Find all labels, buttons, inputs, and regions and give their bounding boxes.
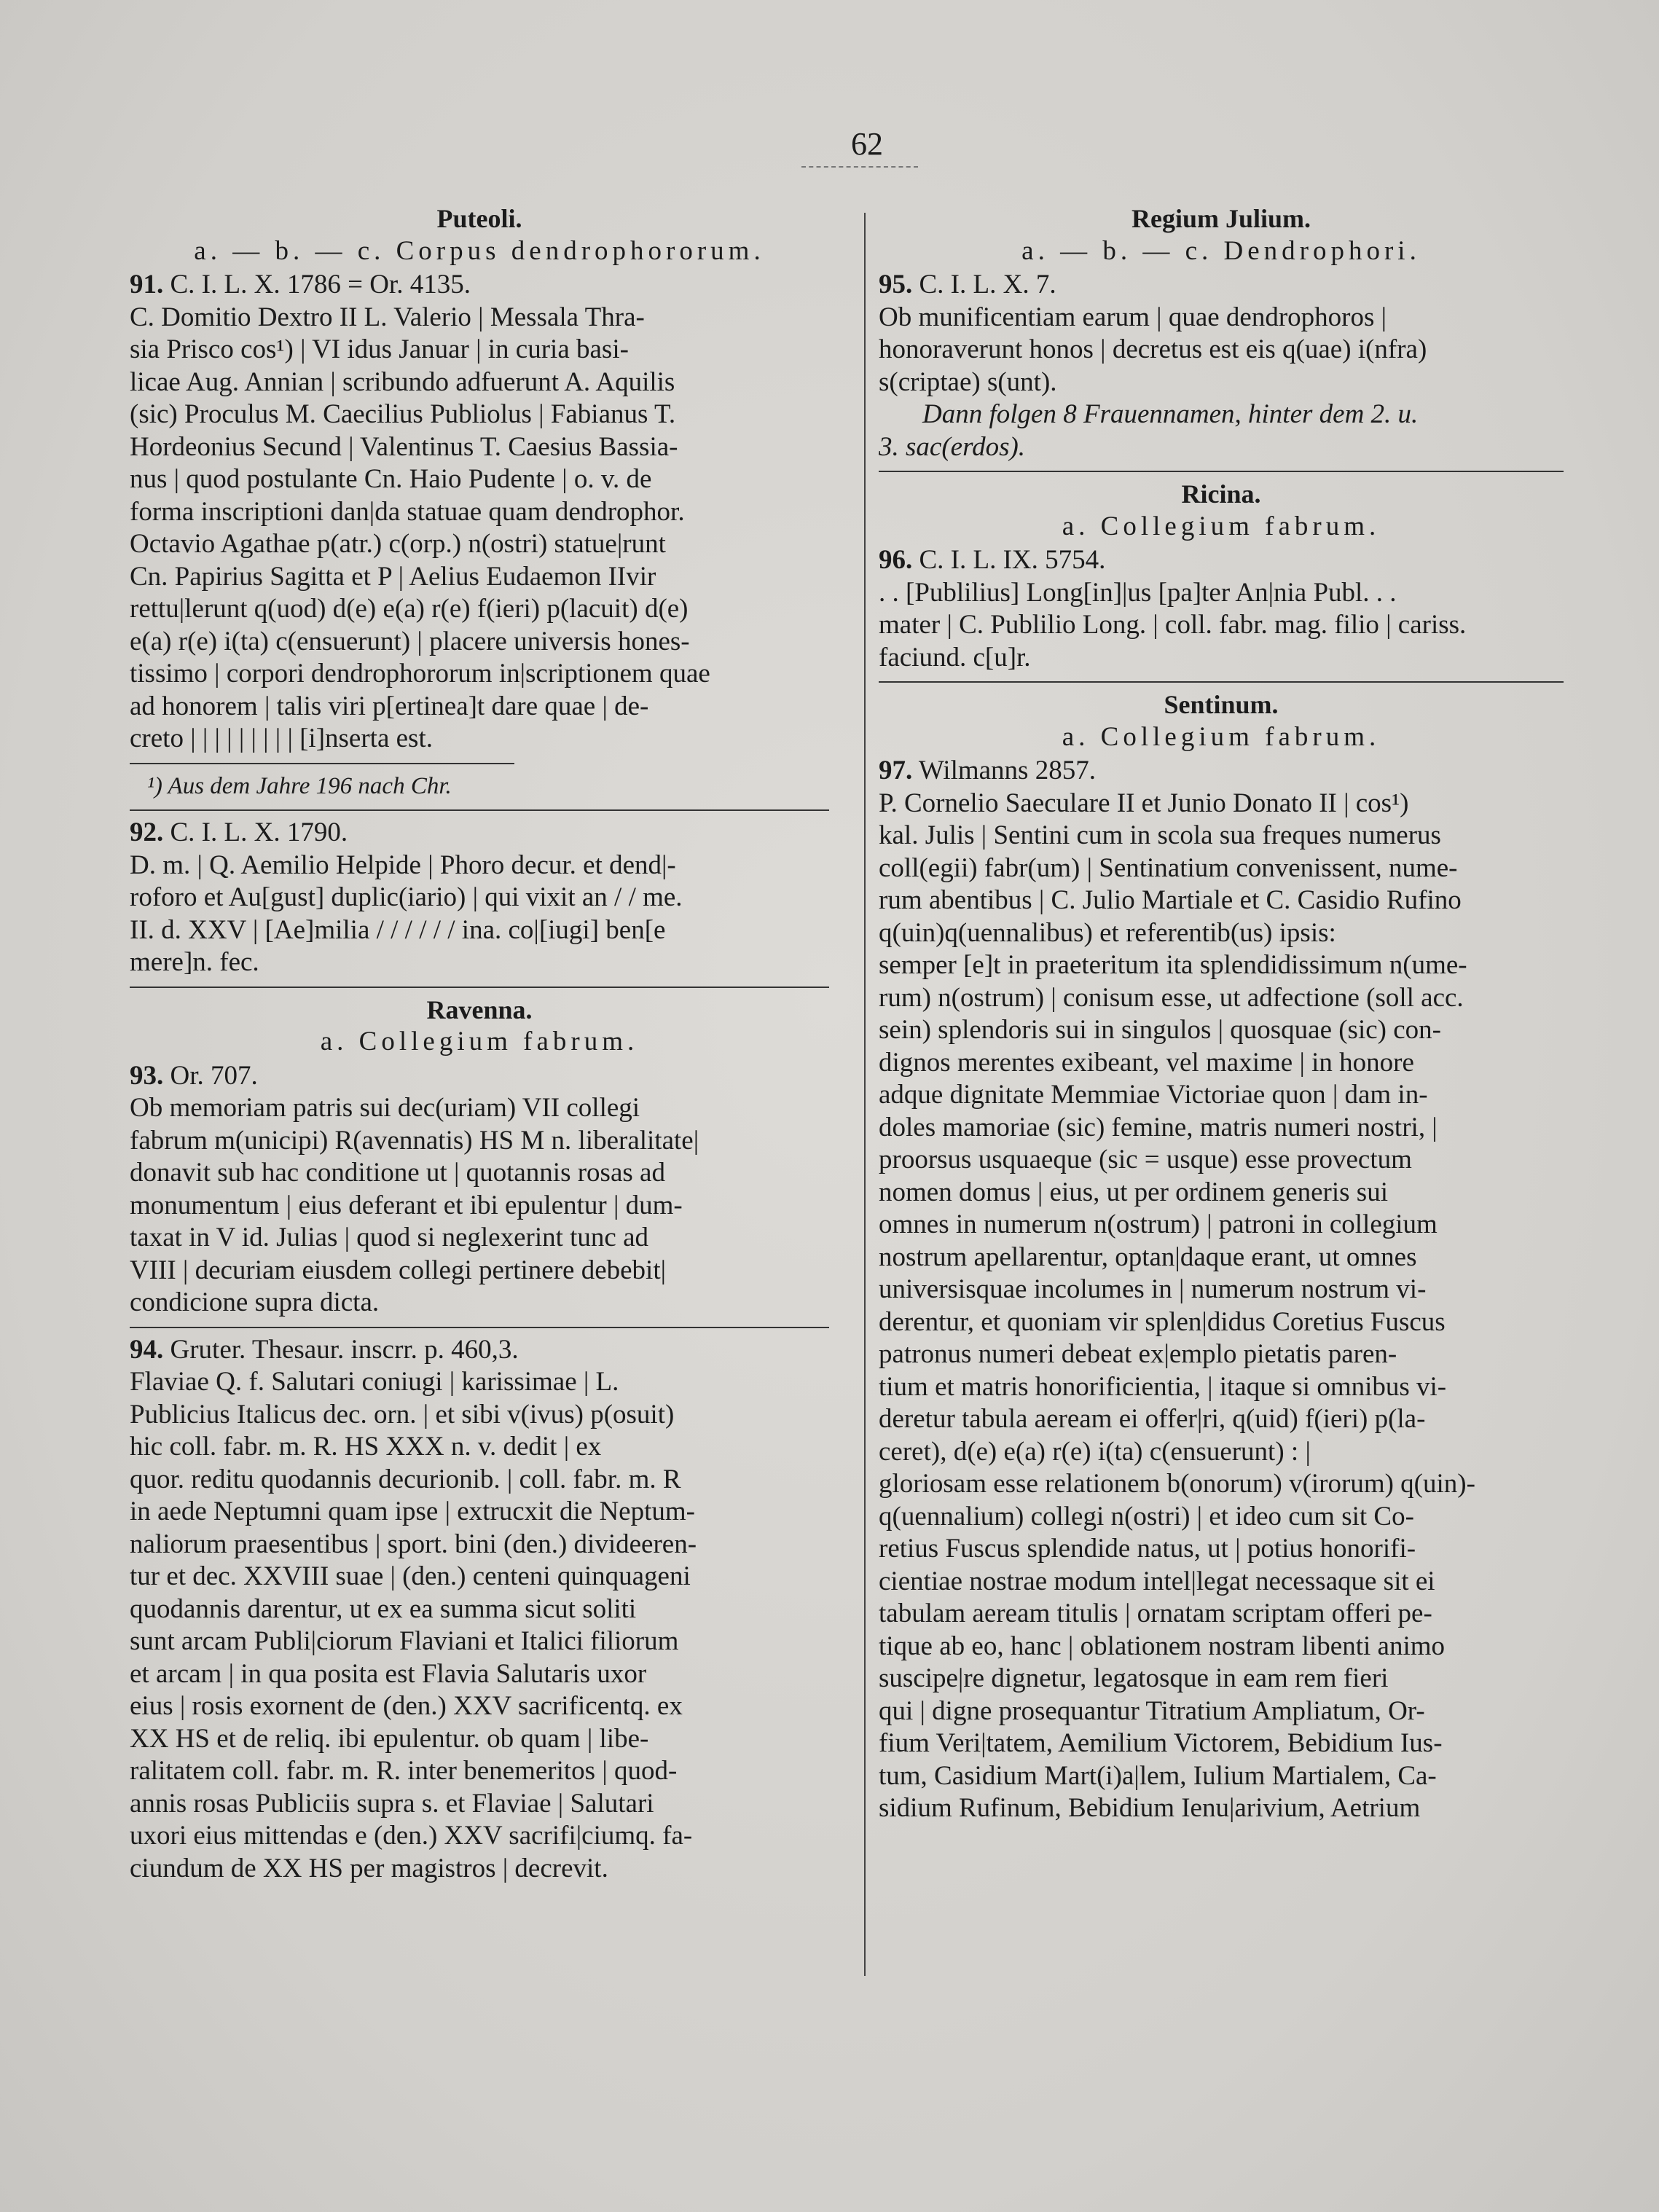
text-line: nus | quod postulante Cn. Haio Pudente | o. v. de: [130, 464, 652, 494]
text-line: tur et dec. XXVIII suae | (den.) centeni quinquageni: [130, 1561, 691, 1591]
inscription-number: 96.: [879, 545, 913, 575]
inscription-reference: [130, 1334, 829, 1367]
text-line: deretur tabula aeream ei offer|ri, q(uid) f(ieri) p(la-: [879, 1404, 1426, 1434]
inscription-reference: [879, 544, 1564, 577]
text-line: doles mamoriae (sic) femine, matris numeri nostri, |: [879, 1112, 1438, 1142]
text-line: sidium Rufinum, Bebidium Ienu|arivium, Aetrium: [879, 1793, 1421, 1823]
text-line: uxori eius mittendas e (den.) XXV sacrifi|ciumq. fa-: [130, 1821, 693, 1851]
inscription-text: [130, 302, 829, 756]
inscription-number: 97.: [879, 756, 913, 785]
text-line: kal. Julis | Sentini cum in scola sua freques numerus: [879, 820, 1441, 850]
text-line: tique ab eo, hanc | oblationem nostram libenti animo: [879, 1631, 1446, 1661]
inscription-text: [879, 577, 1564, 675]
text-line: VIII | decuriam eiusdem collegi pertinere debebit|: [130, 1255, 667, 1285]
section-divider: [879, 681, 1564, 683]
entry-94: [130, 1334, 829, 1886]
inscription-source: C. I. L. X. 1786 = Or. 4135.: [170, 270, 471, 299]
text-line: C. Domitio Dextro II L. Valerio | Messala Thra-: [130, 302, 645, 332]
section-heading: Ricina.: [1181, 479, 1261, 509]
text-line: P. Cornelio Saeculare II et Junio Donato II | cos¹): [879, 788, 1409, 818]
text-line: eius | rosis exornent de (den.) XXV sacrificentq. ex: [130, 1691, 683, 1721]
text-line: annis rosas Publiciis supra s. et Flaviae | Salutari: [130, 1788, 654, 1819]
inscription-source: C. I. L. X. 7.: [919, 270, 1056, 299]
text-line: tium et matris honorificientia, | itaque si omnibus vi-: [879, 1371, 1447, 1402]
text-line: quodannis darentur, ut ex ea summa sicut soliti: [130, 1593, 637, 1624]
left-column: [130, 198, 829, 1885]
inscription-number: 92.: [130, 817, 164, 847]
text-line: faciund. c[u]r.: [879, 642, 1031, 672]
text-line: s(criptae) s(unt).: [879, 366, 1057, 397]
text-line: sein) splendoris sui in singulos | quosquae (sic) con-: [879, 1015, 1441, 1045]
entry-92: [130, 817, 829, 988]
text-line: roforo et Au[gust] duplic(iario) | qui vixit an / / me.: [130, 882, 683, 912]
text-line: rettu|lerunt q(uod) d(e) e(a) r(e) f(ieri) p(lacuit) d(e): [130, 594, 689, 624]
text-line: Hordeonius Secund | Valentinus T. Caesius Bassia-: [130, 431, 678, 462]
text-line: Ob memoriam patris sui dec(uriam) VII collegi: [130, 1093, 640, 1123]
inscription-number: 94.: [130, 1334, 164, 1365]
text-line: in aede Neptumni quam ipse | extrucxit die Neptum-: [130, 1497, 695, 1526]
inscription-text: [130, 1366, 829, 1885]
text-line: II. d. XXV | [Ae]milia / / / / / / ina. co|[iugi] ben[e: [130, 914, 666, 945]
footnote: ¹) Aus dem Jahre 196 nach Chr.: [147, 772, 452, 799]
text-line: q(uennalium) collegi n(ostri) | et ideo cum sit Co-: [879, 1501, 1414, 1531]
text-line: quor. reditu quodannis decurionib. | coll. fabr. m. R: [130, 1464, 681, 1494]
text-line: mater | C. Publilio Long. | coll. fabr. mag. filio | cariss.: [879, 610, 1467, 640]
text-line: e(a) r(e) i(ta) c(ensuerunt) | placere universis hones-: [130, 626, 690, 656]
text-line: patronus numeri debeat ex|emplo pietatis paren-: [879, 1339, 1397, 1369]
inscription-text: [879, 302, 1564, 464]
inscription-source: Wilmanns 2857.: [918, 756, 1096, 785]
text-line: retius Fuscus splendide natus, ut | potius honorifi-: [879, 1534, 1416, 1564]
section-heading: Ravenna.: [426, 995, 533, 1024]
section-subheading: a. — b. — c. Dendrophori.: [1021, 235, 1421, 266]
text-line: Cn. Papirius Sagitta et P | Aelius Eudaemon IIvir: [130, 561, 656, 592]
text-line: (sic) Proculus M. Caecilius Publiolus | Fabianus T.: [130, 399, 676, 429]
footnote-rule: [130, 763, 514, 764]
text-line: fabrum m(unicipi) R(avennatis) HS M n. liberalitate|: [130, 1125, 699, 1156]
text-line: nostrum apellarentur, optan|daque erant, ut omnes: [879, 1242, 1417, 1272]
inscription-reference: [130, 269, 829, 302]
section-ravenna: [130, 994, 829, 1328]
text-line: gloriosam esse relationem b(onorum) v(irorum) q(uin)-: [879, 1469, 1475, 1499]
editor-note: 3. sac(erdos).: [879, 431, 1026, 462]
text-line: sia Prisco cos¹) | VI idus Januar | in curia basi-: [130, 334, 629, 364]
text-line: proorsus usquaeque (sic = usque) esse provectum: [879, 1145, 1412, 1174]
text-line: tum, Casidium Mart(i)a|lem, Iulium Martialem, Ca-: [879, 1760, 1437, 1791]
page-number: 62: [851, 126, 883, 162]
text-line: ad honorem | talis viri p[ertinea]t dare quae | de-: [130, 691, 649, 721]
text-line: sunt arcam Publi|ciorum Flaviani et Italici filiorum: [130, 1626, 679, 1656]
inscription-source: Or. 707.: [170, 1060, 258, 1091]
section-heading: Sentinum.: [1164, 690, 1279, 719]
text-line: condicione supra dicta.: [130, 1287, 380, 1317]
section-ricina: [879, 478, 1564, 683]
inscription-text: [879, 788, 1564, 1825]
text-line: Octavio Agathae p(atr.) c(orp.) n(ostri) statue|runt: [130, 529, 666, 559]
section-sentinum: [879, 689, 1564, 1825]
text-line: Ob munificentiam earum | quae dendrophoros |: [879, 302, 1387, 332]
inscription-source: C. I. L. IX. 5754.: [919, 545, 1106, 575]
text-line: qui | digne prosequantur Titratium Ampliatum, Or-: [879, 1695, 1425, 1726]
section-divider: [130, 809, 829, 811]
inscription-source: C. I. L. X. 1790.: [170, 817, 348, 847]
text-line: ceret), d(e) e(a) r(e) i(ta) c(ensuerunt) : |: [879, 1436, 1311, 1467]
section-heading: Puteoli.: [436, 204, 522, 233]
text-line: donavit sub hac conditione ut | quotannis rosas ad: [130, 1158, 665, 1188]
text-line: forma inscriptioni dan|da statuae quam dendrophor.: [130, 496, 685, 527]
inscription-number: 93.: [130, 1060, 164, 1091]
section-subheading: a. Collegium fabrum.: [1062, 511, 1381, 541]
text-line: tabulam aeream titulis | ornatam scriptam offeri pe-: [879, 1599, 1432, 1628]
editor-note: Dann folgen 8 Frauennamen, hinter dem 2. u.: [922, 399, 1419, 429]
section-puteoli: [130, 203, 829, 811]
text-line: Publicius Italicus dec. orn. | et sibi v(ivus) p(osuit): [130, 1399, 675, 1429]
text-line: Flaviae Q. f. Salutari coniugi | karissimae | L.: [130, 1367, 619, 1397]
inscription-text: [130, 850, 829, 979]
section-regium-julium: [879, 203, 1564, 472]
text-line: dignos merentes exibeant, vel maxime | in honore: [879, 1047, 1414, 1078]
inscription-text: [130, 1092, 829, 1319]
inscription-reference: [879, 755, 1564, 788]
text-line: D. m. | Q. Aemilio Helpide | Phoro decur. et dend|-: [130, 850, 676, 880]
text-line: omnes in numerum n(ostrum) | patroni in collegium: [879, 1209, 1438, 1239]
text-line: . . [Publilius] Long[in]|us [pa]ter An|nia Publ. . .: [879, 577, 1397, 608]
text-line: cientiae nostrae modum intel|legat necessaque sit ei: [879, 1566, 1435, 1596]
section-divider: [130, 987, 829, 988]
text-line: rum) n(ostrum) | conisum esse, ut adfectione (soll acc.: [879, 982, 1464, 1013]
section-heading: Regium Julium.: [1131, 204, 1311, 233]
inscription-number: 91.: [130, 270, 164, 299]
right-column: [879, 198, 1564, 1825]
text-line: fium Veri|tatem, Aemilium Victorem, Bebidium Ius-: [879, 1728, 1443, 1758]
inscription-number: 95.: [879, 270, 913, 299]
text-line: adque dignitate Memmiae Victoriae quon | dam in-: [879, 1080, 1428, 1110]
text-line: naliorum praesentibus | sport. bini (den.) divideeren-: [130, 1529, 697, 1559]
text-line: rum abentibus | C. Julio Martiale et C. Casidio Rufino: [879, 885, 1462, 915]
text-line: q(uin)q(uennalibus) et referentib(us) ipsis:: [879, 917, 1336, 948]
text-line: universisquae incolumes in | numerum nostrum vi-: [879, 1274, 1427, 1304]
inscription-reference: [130, 817, 829, 850]
text-line: derentur, et quoniam vir splen|didus Coretius Fuscus: [879, 1306, 1446, 1337]
text-line: ciundum de XX HS per magistros | decrevit.: [130, 1853, 608, 1883]
text-line: ralitatem coll. fabr. m. R. inter benemeritos | quod-: [130, 1756, 678, 1786]
text-line: honoraverunt honos | decretus est eis q(uae) i(nfra): [879, 334, 1427, 364]
page-number-rule: [801, 166, 918, 168]
text-line: nomen domus | eius, ut per ordinem generis sui: [879, 1177, 1388, 1207]
section-subheading: a. Collegium fabrum.: [1062, 721, 1381, 752]
text-line: taxat in V id. Julias | quod si neglexerint tunc ad: [130, 1223, 649, 1252]
text-line: coll(egii) fabr(um) | Sentinatium convenissent, nume-: [879, 852, 1458, 883]
section-divider: [879, 471, 1564, 472]
text-line: hic coll. fabr. m. R. HS XXX n. v. dedit | ex: [130, 1432, 602, 1462]
section-subheading: a. Collegium fabrum.: [320, 1027, 639, 1056]
inscription-reference: [130, 1060, 829, 1093]
section-subheading: a. — b. — c. Corpus dendrophororum.: [194, 235, 765, 266]
text-line: semper [e]t in praeteritum ita splendidissimum n(ume-: [879, 950, 1467, 980]
inscription-source: Gruter. Thesaur. inscrr. p. 460,3.: [170, 1334, 519, 1365]
text-line: tissimo | corpori dendrophororum in|scriptionem quae: [130, 659, 710, 689]
inscription-reference: [879, 269, 1564, 302]
column-divider: [864, 213, 866, 1976]
text-line: et arcam | in qua posita est Flavia Salutaris uxor: [130, 1658, 647, 1689]
text-line: suscipe|re dignetur, legatosque in eam rem fieri: [879, 1663, 1389, 1693]
text-line: monumentum | eius deferant et ibi epulentur | dum-: [130, 1190, 683, 1220]
text-line: mere]n. fec.: [130, 947, 259, 977]
section-divider: [130, 1327, 829, 1328]
text-line: licae Aug. Annian | scribundo adfuerunt A. Aquilis: [130, 366, 675, 397]
text-line: creto | | | | | | | | | [i]nserta est.: [130, 723, 433, 753]
text-line: XX HS et de reliq. ibi epulentur. ob quam | libe-: [130, 1723, 649, 1754]
